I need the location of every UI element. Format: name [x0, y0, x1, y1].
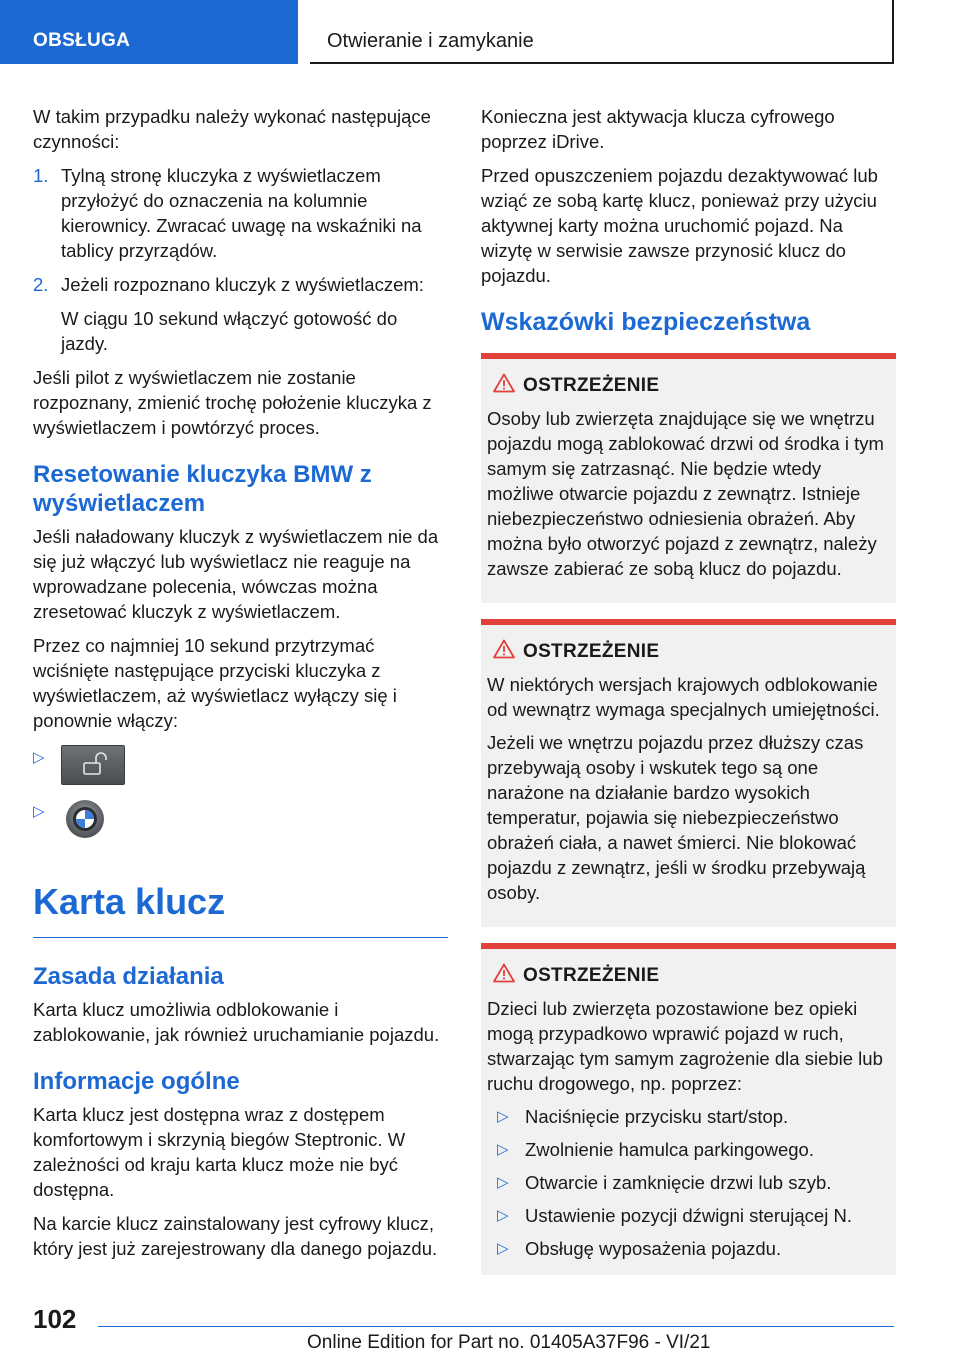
warning-triangle-icon — [493, 963, 515, 983]
header-section-label: OBSŁUGA — [33, 30, 131, 51]
warning-text: Osoby lub zwierzęta znajdujące się we wnętrzu pojazdu mogą zablokować drzwi od środka i tym samym się zatrzasnąć. Nie będzie wtedy możliwe otwarcie pojazdu z zewnątrz. Istnieje niebezpieczeństwo odniesienia obrażeń. Aby można było otworzyć pojazd z zewnątrz, należy zawsze zabierać ze sobą klucz do pojazdu. — [487, 408, 884, 579]
bmw-logo-button-icon — [65, 799, 105, 839]
list-item-text: Naciśnięcie przycisku start/stop. — [525, 1106, 789, 1127]
reset-paragraph-2: Przez co najmniej 10 sekund przytrzymać wciśnięte następujące przyciski kluczyka z wyświetlaczem, aż wyświetlacz wyłączy się i ponownie włączy: — [33, 635, 397, 731]
warning-title-text: OSTRZEŻENIE — [523, 375, 660, 396]
step-item — [33, 272, 448, 356]
right-column — [481, 104, 896, 1275]
step-subtext: W ciągu 10 sekund włączyć gotowość do jazdy. — [61, 308, 398, 354]
unlock-button-icon — [61, 745, 125, 785]
safety-heading: Wskazówki bezpieczeństwa — [481, 308, 811, 336]
list-item-text: Obsługę wyposażenia pojazdu. — [525, 1238, 782, 1259]
step-number: 2. — [33, 274, 49, 295]
left-column — [33, 104, 448, 1270]
header-section-tab — [0, 0, 298, 64]
general-paragraph-1: Karta klucz jest dostępna wraz z dostępem komfortowym i skrzynią biegów Steptronic. W zależności od kraju karta klucz może nie być dostępna. — [33, 1104, 406, 1200]
step-number: 1. — [33, 165, 49, 186]
principle-heading: Zasada działania — [33, 963, 224, 990]
list-item — [33, 745, 448, 785]
step-text: Tylną stronę kluczyka z wyświetlaczem przyłożyć do oznaczenia na kolumnie kierownicy. Zwracać uwagę na wskaźniki na tablicy przyrządów. — [61, 165, 422, 261]
reset-paragraph-1: Jeśli naładowany kluczyk z wyświetlaczem nie da się już włączyć lub wyświetlacz nie reaguje na wprowadzane polecenia, wówczas można zresetować kluczyk z wyświetlaczem. — [33, 526, 439, 622]
intro-text: W takim przypadku należy wykonać następujące czynności: — [33, 106, 431, 152]
reset-heading: Resetowanie kluczyka BMW z wyświetlaczem — [33, 461, 372, 517]
general-paragraph-2: Na karcie klucz zainstalowany jest cyfrowy klucz, który jest już zarejestrowany dla danego pojazdu. — [33, 1213, 438, 1259]
footer-edition: Online Edition for Part no. 01405A37F96 - VI/21 — [307, 1332, 711, 1353]
header-topic-tab — [310, 0, 894, 64]
triangle-bullet-icon: ▷ — [33, 803, 45, 820]
warning-title — [487, 373, 890, 398]
warning-text: Jeżeli we wnętrzu pojazdu przez dłuższy czas przebywają osoby i wskutek tego są one narażone na działanie bardzo wysokich temperatur, pojawia się niebezpieczeństwo obrażeń ciała, a nawet śmierci. Nie blokować pojazdu z zewnątrz, jeśli w środku przebywają osoby. — [487, 732, 866, 903]
list-item — [497, 1203, 890, 1228]
warning-triangle-icon — [493, 639, 515, 659]
triangle-bullet-icon: ▷ — [497, 1174, 509, 1191]
list-item-text: Zwolnienie hamulca parkingowego. — [525, 1139, 814, 1160]
triangle-bullet-icon: ▷ — [497, 1240, 509, 1257]
warning-text: W niektórych wersjach krajowych odblokowanie od wewnątrz wymaga specjalnych umiejętności. — [487, 674, 880, 720]
list-item — [497, 1170, 890, 1195]
list-item-text: Ustawienie pozycji dźwigni sterującej N. — [525, 1205, 852, 1226]
footer-divider — [98, 1326, 894, 1327]
list-item — [497, 1137, 890, 1162]
steps-list — [33, 163, 448, 356]
deactivation-text: Przed opuszczeniem pojazdu dezaktywować lub wziąć ze sobą kartę klucz, ponieważ przy użyciu aktywnej karty można uruchomić pojazd. Na wizytę w serwisie zawsze przynosić klucz do pojazdu. — [481, 165, 878, 286]
warning-box — [481, 619, 896, 927]
triangle-bullet-icon: ▷ — [33, 749, 45, 766]
step-text: Jeżeli rozpoznano kluczyk z wyświetlaczem: — [61, 274, 424, 295]
reset-buttons-list — [33, 745, 448, 843]
triangle-bullet-icon: ▷ — [497, 1207, 509, 1224]
triangle-bullet-icon: ▷ — [497, 1141, 509, 1158]
triangle-bullet-icon: ▷ — [497, 1108, 509, 1125]
warning-title-text: OSTRZEŻENIE — [523, 641, 660, 662]
header-topic-label: Otwieranie i zamykanie — [327, 30, 534, 52]
warning-box — [481, 353, 896, 603]
page-number: 102 — [33, 1304, 77, 1334]
warning-triangle-icon — [493, 373, 515, 393]
warning-list — [487, 1104, 890, 1261]
list-item-text: Otwarcie i zamknięcie drzwi lub szyb. — [525, 1172, 832, 1193]
warning-text: Dzieci lub zwierzęta pozostawione bez opieki mogą przypadkowo wprawić pojazd w ruch, stwarzając tym samym zagrożenie dla siebie lub ruchu drogowego, np. poprzez: — [487, 998, 883, 1094]
warning-title — [487, 639, 890, 664]
list-item — [497, 1104, 890, 1129]
warning-title — [487, 963, 890, 988]
list-item — [497, 1236, 890, 1261]
list-item — [33, 799, 448, 843]
step-item — [33, 163, 448, 263]
after-steps-text: Jeśli pilot z wyświetlaczem nie zostanie rozpoznany, zmienić trochę położenie kluczyka z wyświetlaczem i powtórzyć proces. — [33, 367, 432, 438]
principle-text: Karta klucz umożliwia odblokowanie i zablokowanie, jak również uruchamianie pojazdu. — [33, 999, 440, 1045]
activation-text: Konieczna jest aktywacja klucza cyfrowego poprzez iDrive. — [481, 106, 835, 152]
warning-box — [481, 943, 896, 1275]
general-heading: Informacje ogólne — [33, 1068, 240, 1095]
warning-title-text: OSTRZEŻENIE — [523, 965, 660, 986]
key-card-heading: Karta klucz — [33, 881, 448, 938]
